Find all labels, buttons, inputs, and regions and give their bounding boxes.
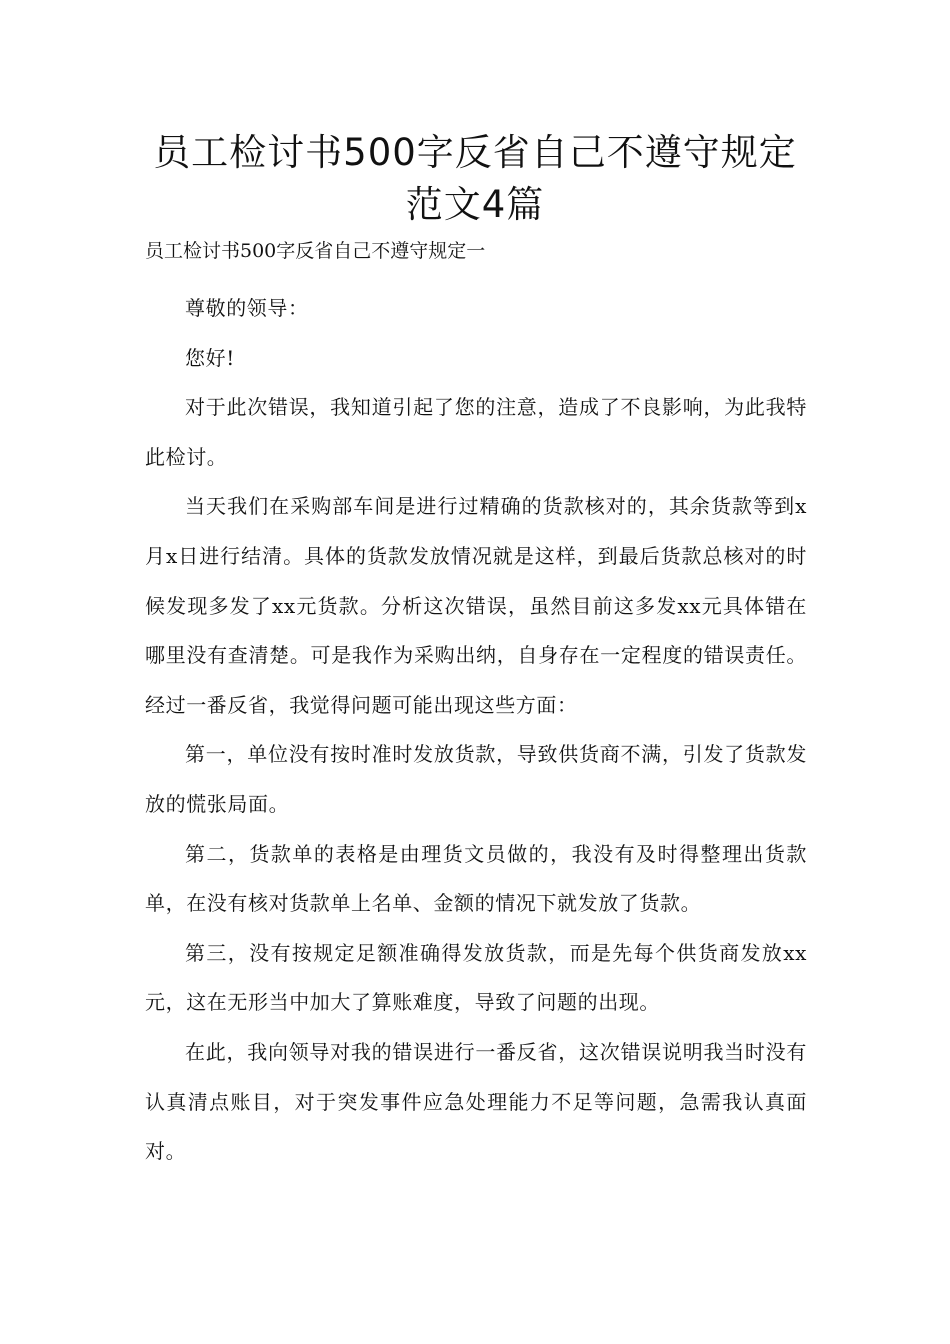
greeting: 您好!: [185, 345, 235, 370]
salutation: 尊敬的领导：: [185, 296, 309, 320]
paragraph: 在此，我向领导对我的错误进行一番反省，这次错误说明我当时没有认真清点账目，对于突发事件应急处理能力不足等问题，急需我认真面对。: [145, 1039, 807, 1164]
paragraph: 当天我们在采购部车间是进行过精确的货款核对的，其余货款等到x月x日进行结清。具体的货款发放情况就是这样，到最后货款总核对的时候发现多发了xx元货款。分析这次错误，虽然目前这多发xx元具体错在哪里没有查清楚。可是我作为采购出纳，自身存在一定程度的错误责任。经过一番反省，我觉得问题可能出现这些方面：: [145, 494, 807, 717]
paragraph: 第一，单位没有按时准时发放货款，导致供货商不满，引发了货款发放的慌张局面。: [145, 742, 807, 816]
paragraph: 第二，货款单的表格是由理货文员做的，我没有及时得整理出货款单，在没有核对货款单上名单、金额的情况下就发放了货款。: [145, 841, 807, 916]
paragraph: 第三，没有按规定足额准确得发放货款，而是先每个供货商发放xx元，这在无形当中加大了算账难度，导致了问题的出现。: [145, 940, 807, 1015]
paragraph: 对于此次错误，我知道引起了您的注意，造成了不良影响，为此我特此检讨。: [145, 395, 807, 469]
document-title-line-2: 范文4篇: [405, 183, 545, 226]
section-heading: 员工检讨书500字反省自己不遵守规定一: [145, 240, 486, 262]
document-body: [145, 284, 807, 1177]
document-title-line-1: 员工检讨书500字反省自己不遵守规定: [153, 131, 797, 174]
